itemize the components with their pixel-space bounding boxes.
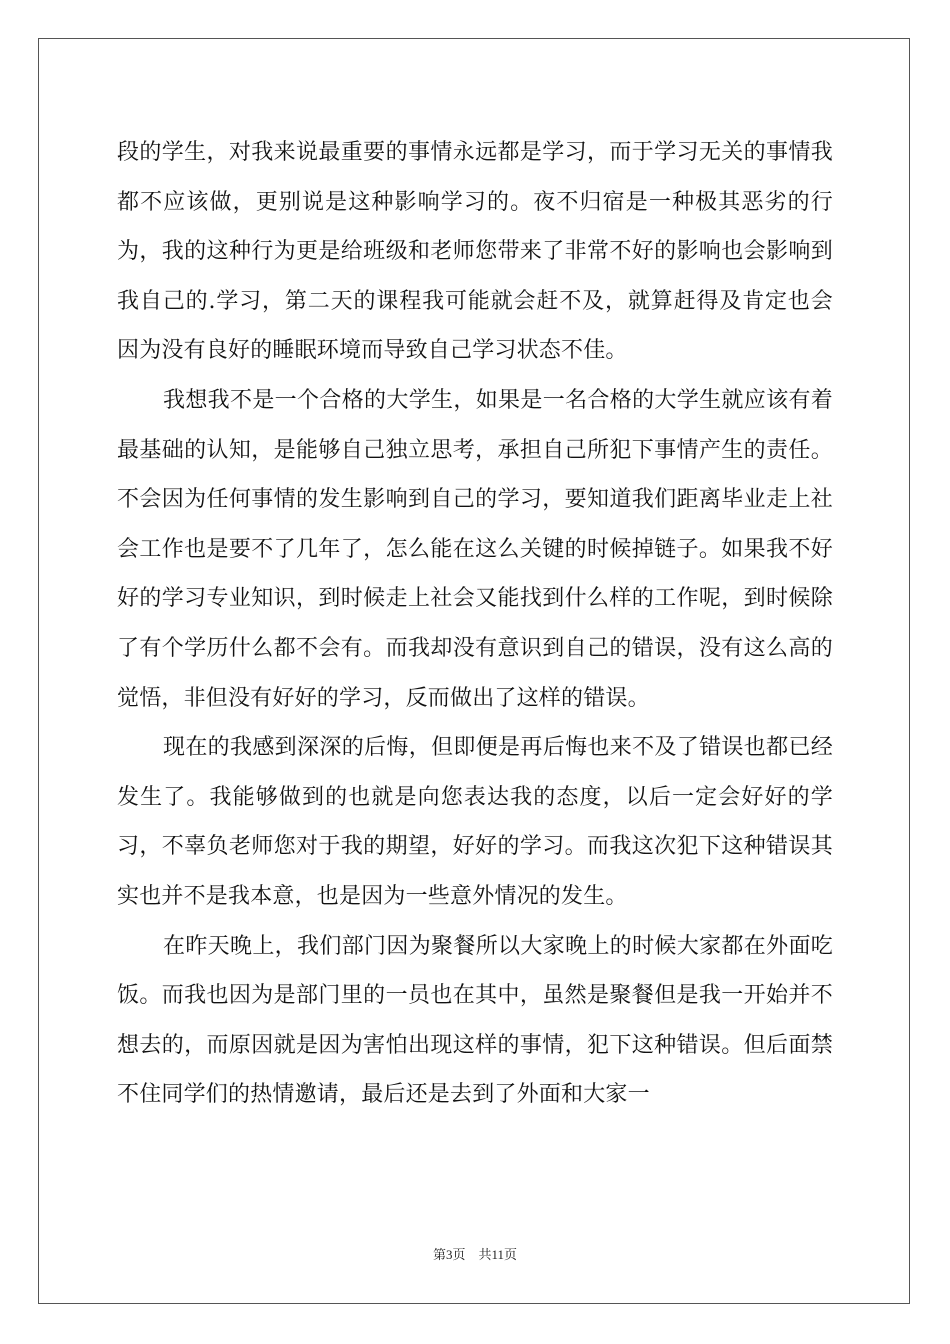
paragraph-1: 段的学生，对我来说最重要的事情永远都是学习，而于学习无关的事情我都不应该做，更别说是这种影响学习的。夜不归宿是一种极其恶劣的行为，我的这种行为更是给班级和老师您带来了非常不好的影响也会影响到我自己的.学习，第二天的课程我可能就会赶不及，就算赶得及肯定也会因为没有良好的睡眠环境而导致自己学习状态不佳。 [117, 140, 833, 364]
paragraph-2: 我想我不是一个合格的大学生，如果是一名合格的大学生就应该有着最基础的认知，是能够自己独立思考，承担自己所犯下事情产生的责任。不会因为任何事情的发生影响到自己的学习，要知道我们距离毕业走上社会工作也是要不了几年了，怎么能在这么关键的时候掉链子。如果我不好好的学习专业知识，到时候走上社会又能找到什么样的工作呢，到时候除了有个学历什么都不会有。而我却没有意识到自己的错误，没有这么高的觉悟，非但没有好好的学习，反而做出了这样的错误。 [117, 387, 833, 711]
paragraph-3: 现在的我感到深深的后悔，但即便是再后悔也来不及了错误也都已经发生了。我能够做到的也就是向您表达我的态度，以后一定会好好的学习，不辜负老师您对于我的期望，好好的学习。而我这次犯下这种错误其实也并不是我本意，也是因为一些意外情况的发生。 [117, 735, 833, 909]
page-number-footer: 第3页 共11页 [432, 1247, 518, 1262]
document-body [117, 128, 833, 1120]
paragraph-4: 在昨天晚上，我们部门因为聚餐所以大家晚上的时候大家都在外面吃饭。而我也因为是部门里的一员也在其中，虽然是聚餐但是我一开始并不想去的，而原因就是因为害怕出现这样的事情，犯下这种错误。但后面禁不住同学们的热情邀请，最后还是去到了外面和大家一 [117, 933, 833, 1108]
